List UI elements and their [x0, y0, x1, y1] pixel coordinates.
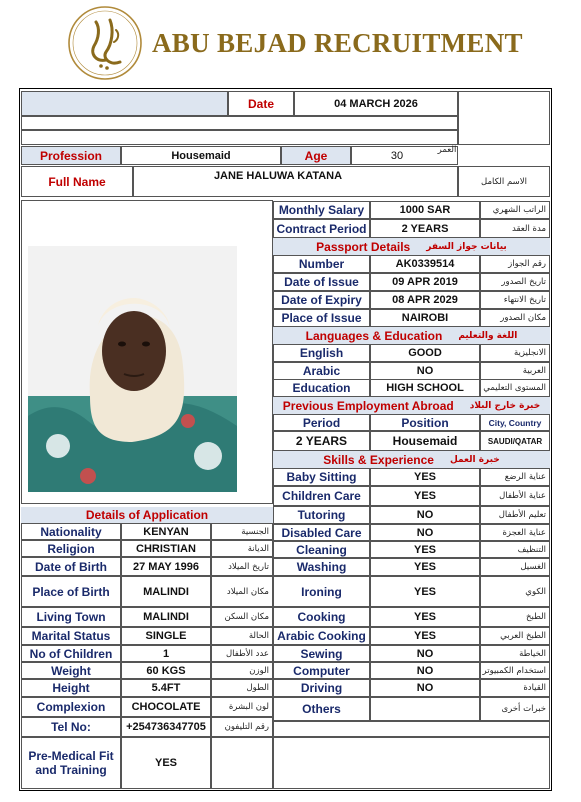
right-row-arabic: العربية — [522, 366, 546, 376]
brand-name: ABU BEJAD RECRUITMENT — [152, 28, 523, 58]
right-row-label: Tutoring — [297, 508, 346, 522]
right-row-value: GOOD — [408, 347, 442, 359]
blank-row-2 — [21, 130, 458, 145]
calligraphy-logo-icon — [66, 4, 144, 82]
app-row-arabic: الوزن — [249, 665, 269, 676]
right-row-label: Cooking — [297, 610, 346, 624]
app-row-arabic: الطول — [246, 683, 269, 693]
right-row-value: AK0339514 — [395, 258, 455, 270]
date-row-blank — [21, 91, 228, 116]
app-row-value: 60 KGS — [146, 664, 186, 677]
right-row-label: Place of Issue — [281, 311, 362, 325]
app-row-label: Complexion — [36, 700, 106, 714]
right-row-value: NO — [416, 647, 434, 660]
pe-position: Housemaid — [392, 434, 458, 448]
pe-country: SAUDI/QATAR — [487, 436, 543, 446]
right-row-value: NAIROBI — [401, 312, 449, 324]
right-row-arabic: الغسيل — [520, 562, 546, 572]
pe-country-header: City, Country — [488, 417, 542, 428]
medical-blank-cell — [211, 737, 273, 789]
right-row-label: Date of Expiry — [281, 293, 362, 307]
right-row-arabic: الراتب الشهري — [492, 205, 546, 215]
right-row-label: Arabic — [302, 364, 341, 378]
previous-employment-section-header — [273, 397, 550, 414]
app-row-arabic: رقم التليفون — [224, 722, 269, 732]
right-row-value — [370, 697, 480, 721]
right-row-value: YES — [413, 585, 436, 598]
right-row-value: NO — [416, 365, 434, 377]
app-row-value: KENYAN — [143, 525, 189, 538]
right-row-label: Date of Issue — [284, 275, 359, 289]
date-corner-cell — [458, 91, 550, 145]
right-row-label: Cleaning — [296, 542, 347, 557]
app-row-label: Nationality — [40, 524, 102, 539]
app-row-label: No of Children — [29, 646, 113, 661]
right-row-arabic: التنظيف — [517, 544, 546, 555]
right-row-label: Disabled Care — [281, 525, 362, 540]
right-row-arabic: استخدام الكمبيوتر — [482, 665, 546, 676]
right-row-label: Sewing — [300, 646, 343, 661]
right-row-value: YES — [413, 543, 436, 556]
app-row-arabic: مكان السكن — [224, 612, 269, 622]
date-label: Date — [247, 96, 274, 111]
medical-value: YES — [154, 757, 177, 769]
right-row-arabic: خبرات أخرى — [501, 704, 546, 714]
applicant-photo — [28, 246, 237, 492]
right-row-value: YES — [413, 611, 436, 623]
app-row-value: +254736347705 — [126, 721, 206, 733]
blank-row-1 — [21, 116, 458, 130]
right-row-value: YES — [413, 630, 436, 642]
right-row-arabic: مكان الصدور — [500, 313, 546, 323]
right-row-label: Arabic Cooking — [277, 629, 366, 643]
passport-section-header-title: Passport Details — [316, 239, 411, 254]
right-row-label: Number — [298, 257, 345, 271]
right-blank-row-1 — [273, 721, 550, 737]
right-row-arabic: المستوى التعليمي — [483, 383, 546, 393]
app-row-arabic: عدد الأطفال — [225, 648, 269, 659]
right-row-label: Education — [292, 381, 351, 395]
right-row-value: NO — [416, 682, 434, 694]
app-row-arabic: الديانة — [247, 543, 269, 554]
right-row-label: Contract Period — [276, 221, 367, 236]
right-row-arabic: الطبخ — [526, 612, 546, 622]
application-title: Details of Application — [85, 508, 209, 522]
right-row-value: YES — [413, 561, 436, 573]
right-row-value: NO — [416, 526, 434, 539]
app-row-arabic: تاريخ الميلاد — [228, 561, 269, 572]
right-row-arabic: الكوي — [525, 586, 546, 597]
profession-value: Housemaid — [171, 149, 231, 162]
skills-section-header — [273, 451, 550, 468]
app-row-label: Weight — [51, 663, 91, 678]
fullname-value: JANE HALUWA KATANA — [213, 170, 343, 182]
app-row-arabic: مكان الميلاد — [226, 586, 269, 597]
right-row-value: YES — [413, 471, 436, 483]
right-row-arabic: عناية الأطفال — [499, 491, 546, 501]
application-section-header — [21, 507, 273, 523]
app-row-value: 1 — [162, 647, 170, 660]
age-arabic: العمر — [437, 145, 457, 155]
app-row-label: Tel No: — [51, 720, 91, 734]
fullname-arabic: الاسم الكامل — [481, 176, 527, 187]
pe-position-header: Position — [401, 415, 449, 430]
right-row-label: English — [299, 346, 344, 360]
app-row-value: MALINDI — [143, 611, 189, 623]
right-row-arabic: عناية العجزة — [502, 527, 546, 538]
app-row-label: Marital Status — [31, 629, 111, 643]
right-row-value: NO — [416, 664, 434, 677]
right-row-arabic: الطبخ العربي — [500, 631, 546, 641]
right-row-label: Ironing — [301, 584, 342, 599]
right-row-arabic: رقم الجواز — [508, 259, 546, 269]
languages-section-header — [273, 327, 550, 344]
app-row-label: Place of Birth — [32, 584, 110, 599]
pe-period-header: Period — [302, 415, 341, 430]
app-row-arabic: لون البشرة — [228, 702, 269, 712]
right-row-arabic: تاريخ الصدور — [501, 277, 546, 287]
app-row-value: 27 MAY 1996 — [132, 560, 200, 573]
profession-label: Profession — [39, 148, 102, 163]
previous-employment-section-header-title: Previous Employment Abroad — [282, 398, 454, 413]
app-row-value: SINGLE — [145, 630, 187, 642]
age-label: Age — [304, 148, 328, 163]
right-row-label: Baby Sitting — [286, 470, 357, 484]
app-row-label: Date of Birth — [35, 559, 107, 574]
right-row-arabic: عناية الرضع — [504, 472, 546, 482]
right-row-value: NO — [416, 509, 434, 521]
age-value: 30 — [390, 149, 404, 162]
app-row-label: Height — [52, 681, 90, 695]
right-row-value: 08 APR 2029 — [392, 294, 458, 306]
languages-section-header-arabic: اللغة والتعليم — [458, 330, 518, 341]
right-row-value: 1000 SAR — [399, 204, 451, 216]
right-row-label: Computer — [293, 663, 350, 678]
skills-section-header-arabic: خبرة العمل — [449, 454, 500, 465]
right-row-value: 2 YEARS — [401, 222, 449, 235]
languages-section-header-title: Languages & Education — [305, 328, 443, 343]
right-row-label: Others — [302, 702, 341, 716]
passport-section-header-arabic: بيانات جواز السفر — [426, 241, 507, 252]
date-value: 04 MARCH 2026 — [334, 97, 418, 110]
right-row-arabic: القيادة — [523, 683, 546, 693]
right-blank-row-2 — [273, 737, 550, 789]
right-row-arabic: تاريخ الانتهاء — [503, 295, 546, 305]
app-row-arabic: الحالة — [248, 631, 269, 641]
right-row-value: HIGH SCHOOL — [386, 382, 464, 394]
app-row-value: CHRISTIAN — [136, 542, 196, 555]
header — [0, 0, 581, 86]
app-row-value: CHOCOLATE — [131, 701, 201, 713]
right-row-value: YES — [413, 490, 436, 502]
fullname-label: Full Name — [48, 174, 106, 189]
app-row-value: MALINDI — [143, 585, 189, 598]
app-row-value: 5.4FT — [151, 682, 181, 694]
right-row-arabic: مدة العقد — [512, 223, 546, 234]
right-row-label: Driving — [300, 681, 343, 695]
app-row-label: Living Town — [36, 610, 106, 624]
right-row-label: Children Care — [282, 489, 361, 503]
skills-section-header-title: Skills & Experience — [323, 452, 434, 467]
right-row-label: Monthly Salary — [278, 203, 365, 217]
passport-section-header — [273, 238, 550, 255]
app-row-arabic: الجنسية — [241, 526, 269, 537]
right-row-arabic: الانجليزية — [513, 348, 546, 358]
right-row-arabic: تعليم الأطفال — [498, 510, 546, 520]
medical-label: Pre-Medical Fit and Training — [28, 749, 114, 777]
previous-employment-section-header-arabic: خبرة خارج البلاد — [469, 400, 541, 411]
right-row-label: Washing — [296, 560, 347, 574]
right-row-arabic: الخياطة — [519, 648, 546, 659]
pe-period: 2 YEARS — [295, 434, 348, 448]
right-row-value: 09 APR 2019 — [392, 276, 458, 288]
app-row-label: Religion — [47, 541, 95, 556]
